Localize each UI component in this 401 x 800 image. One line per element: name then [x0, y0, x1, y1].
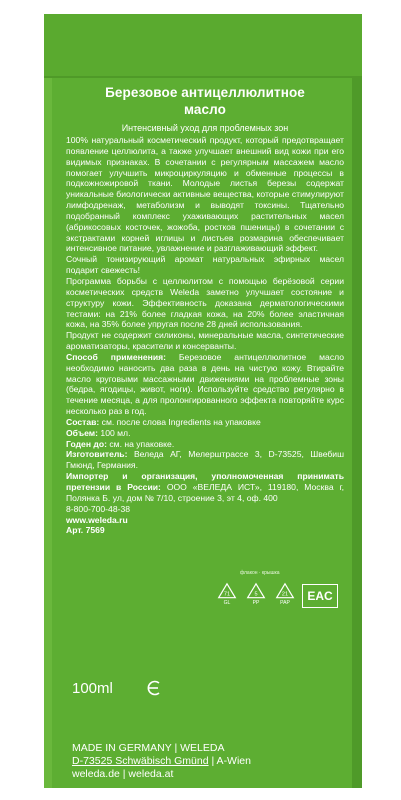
- website-url: www.weleda.ru: [66, 514, 128, 525]
- title-line-1: Березовое антицеллюлитное: [105, 85, 305, 100]
- title-line-2: масло: [184, 102, 226, 117]
- description-paragraph-3: Программа борьбы с целлюлитом с помощью берёзовой серии косметических средств Weleda заметно улучшает состояние и структуру кожи. Эффективность доказана дерматологическими тестами: на 21% более гладкая кожа, на 20% более эластичная кожа, на 35% более упругая после 28 дней использования.: [66, 275, 344, 330]
- composition-label: Состав:: [66, 416, 100, 427]
- article-number: Арт. 7569: [66, 525, 105, 536]
- description: [66, 135, 344, 536]
- svg-text:21: 21: [281, 591, 289, 598]
- importer-row: [66, 471, 344, 504]
- recycle-paper-icon: [274, 582, 296, 606]
- composition-row: [66, 417, 344, 428]
- description-paragraph-1: 100% натуральный косметический продукт, который предотвращает появление целлюлита, а также улучшает внешний вид кожи при его видимых признаках. В сочетании с регулярным массажем масло помогает улучшить микроциркуляцию и обменные процессы в подкожножировой ткани. Молодые листья березы содержат уникальные биологически активные вещества, которые стимулируют лимфодренаж, метаболизм и выводят токсины. Тщательно подобранный комплекс ухаживающих растительных масел (абрикосовых косточек, жожоба, ростков пшеницы) в сочетании с экстрактами корней иглицы и листьев розмарина обеспечивает интенсивное питание, увлажнение и разглаживающий эффект.: [66, 135, 344, 254]
- estimated-sign-icon: [146, 680, 162, 696]
- recycle-pp-icon: [245, 582, 267, 606]
- maker-text: Веледа АГ, Мелерштрассе 3, D-73525, Швебиш Гмюнд, Германия.: [66, 449, 344, 471]
- svg-text:PAP: PAP: [280, 600, 290, 606]
- address-line: [72, 755, 251, 768]
- made-in-line: MADE IN GERMANY | WELEDA: [72, 742, 225, 754]
- expiry-label: Годен до:: [66, 438, 107, 449]
- svg-text:71: 71: [223, 591, 231, 598]
- eac-certification-mark: EAC: [302, 584, 338, 608]
- expiry-row: [66, 439, 344, 450]
- svg-text:PP: PP: [252, 600, 260, 606]
- address-rest: | A-Wien: [208, 755, 251, 767]
- maker-row: [66, 449, 344, 471]
- recycle-glass-icon: [216, 582, 238, 606]
- volume-row: [66, 428, 344, 439]
- usage-label: Способ применения:: [66, 351, 166, 362]
- package-right-edge: [352, 14, 362, 788]
- package-top-flap: [44, 14, 362, 78]
- volume-text: 100 мл.: [100, 427, 131, 438]
- phone-number: 8-800-700-48-38: [66, 503, 131, 514]
- svg-text:GL: GL: [223, 600, 231, 606]
- usage-block: [66, 352, 344, 417]
- expiry-text: см. на упаковке.: [109, 438, 175, 449]
- importer-label: Импортер и организация, уполномоченная принимать претензии в России:: [66, 471, 344, 492]
- recycling-caption: флакон · крышка: [240, 570, 280, 576]
- product-subtitle: Интенсивный уход для проблемных зон: [121, 123, 289, 133]
- manufacturer-footer: [72, 742, 251, 781]
- volume-label: Объем:: [66, 427, 99, 438]
- volume-marking: 100ml: [72, 680, 113, 697]
- composition-text: см. после слова Ingredients на упаковке: [101, 416, 261, 427]
- usage-text: Березовое антицеллюлитное масло необходимо наносить два раза в день на чистую кожу. Втирайте масло круговыми массажными движениями на проблемные зоны (бедра, ягодицы, живот, ноги). Используйте средство регулярно в течение месяца, а для пролонгированного эффекта повторяйте курс несколько раз в год.: [66, 351, 345, 417]
- label-content: [66, 84, 344, 536]
- svg-text:5: 5: [254, 591, 258, 598]
- maker-label: Изготовитель:: [66, 449, 128, 460]
- product-title: [66, 84, 344, 118]
- package-left-edge: [44, 14, 52, 788]
- importer-text: ООО «ВЕЛЕДА ИСТ», 119180, Москва г, Полянка Б. ул, дом № 7/10, строение 3, эт 4, оф. 400: [66, 482, 344, 503]
- description-paragraph-2: Сочный тонизирующий аромат натуральных эфирных масел подарит свежесть!: [66, 254, 344, 276]
- websites-line: weleda.de | weleda.at: [72, 768, 174, 780]
- address-underlined: D-73525 Schwäbisch Gmünd: [72, 755, 209, 767]
- description-paragraph-4: Продукт не содержит силиконы, минеральные масла, синтетические ароматизаторы, красители и консерванты.: [66, 330, 344, 352]
